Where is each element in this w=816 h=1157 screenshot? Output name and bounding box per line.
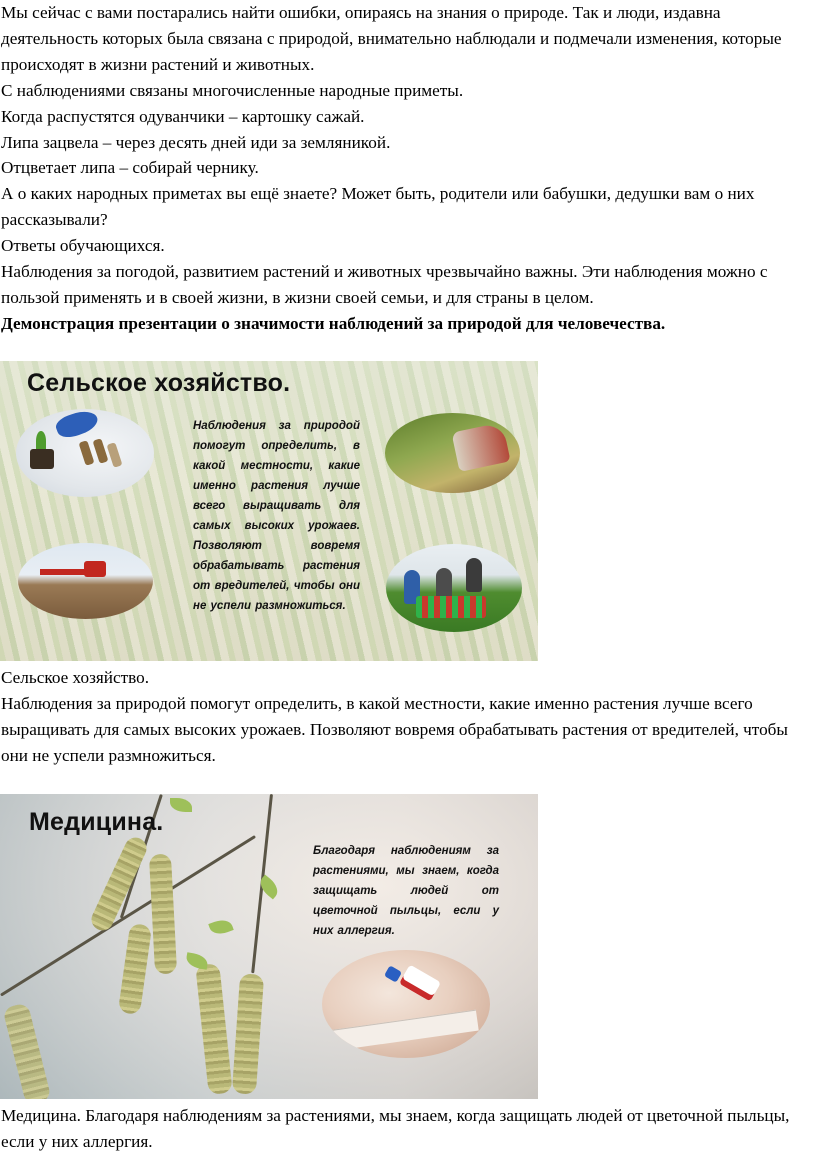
paragraph: Наблюдения за погодой, развитием растений и животных чрезвычайно важны. Эти наблюдения можно с пользой применять и в своей жизни, в жизни своей семьи, и для страны в целом. [1, 262, 768, 307]
slide-agriculture-image [0, 361, 538, 661]
paragraph: Липа зацвела – через десять дней иди за земляникой. [1, 132, 391, 152]
harvester-photo [385, 413, 520, 493]
agriculture-caption [1, 665, 813, 769]
paragraph: Отцветает липа – собирай чернику. [1, 158, 259, 178]
farmers-photo [386, 544, 522, 632]
caption-title: Сельское хозяйство. [1, 668, 150, 687]
slide-title: Сельское хозяйство. [27, 369, 291, 397]
paragraph: А о каких народных приметах вы ещё знаете? Может быть, родители или бабушки, дедушки вам о них рассказывали? [1, 184, 755, 230]
paragraph: Ответы обучающихся. [1, 236, 165, 256]
slide-body-text: Благодаря наблюдениям за растениями, мы знаем, когда защищать людей от цветочной пыльцы, если у них аллергия. [313, 845, 499, 937]
intro-text [1, 0, 813, 337]
presentation-heading: Демонстрация презентации о значимости наблюдений за природой для человечества. [1, 313, 666, 333]
slide-body-text: Наблюдения за природой помогут определить, в какой местности, какие именно растения лучше всего выращивать для самых высоких урожаев. Позволяют вовремя обрабатывать растения от вредителей, чтобы они не успели размножиться. [193, 420, 360, 612]
tractor-photo [18, 543, 153, 619]
caption-text: Наблюдения за природой помогут определить, в какой местности, какие именно растения лучше всего выращивать для самых высоких урожаев. Позволяют вовремя обрабатывать растения от вредителей, чтобы они не успели размножиться. [1, 693, 788, 765]
lab-photo [16, 409, 154, 497]
paragraph: С наблюдениями связаны многочисленные народные приметы. [1, 80, 464, 100]
allergy-test-photo [322, 950, 490, 1058]
paragraph: Мы сейчас с вами постарались найти ошибки, опираясь на знания о природе. Так и люди, издавна деятельность которых была связана с природой, внимательно наблюдали и подмечали изменения, которые происходят в жизни растений и животных. [1, 3, 782, 74]
paragraph: Когда распустятся одуванчики – картошку сажай. [1, 106, 365, 126]
slide-medicine-image [0, 794, 538, 1099]
caption-text: Медицина. Благодаря наблюдениям за растениями, мы знаем, когда защищать людей от цветочной пыльцы, если у них аллергия. [1, 1106, 790, 1151]
slide-title: Медицина. [29, 808, 164, 836]
medicine-caption [1, 1103, 813, 1155]
